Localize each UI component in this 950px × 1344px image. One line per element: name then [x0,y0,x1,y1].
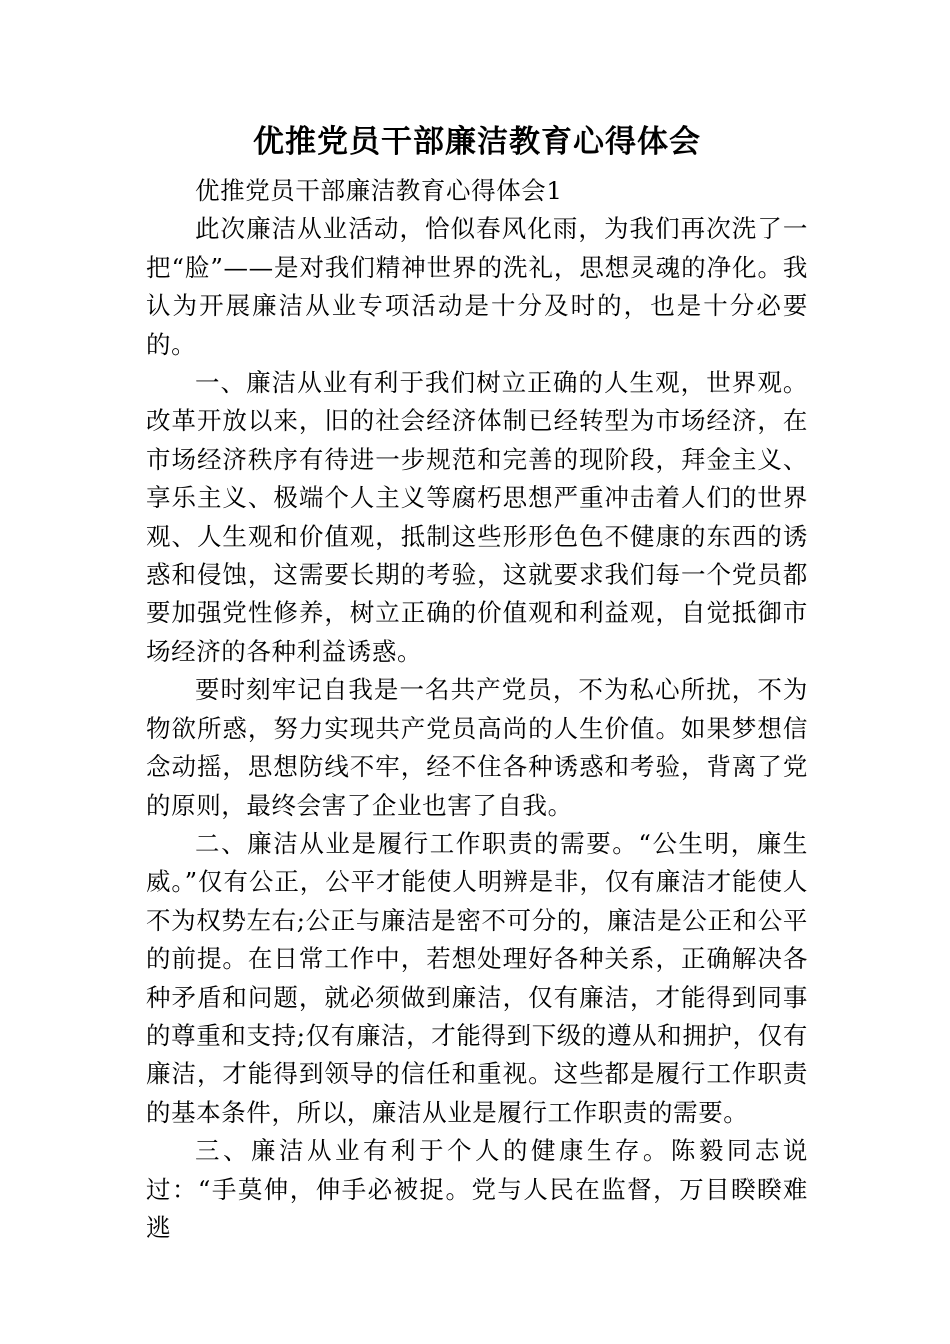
paragraph-point-three: 三、廉洁从业有利于个人的健康生存。陈毅同志说过：“手莫伸，伸手必被捉。党与人民在监督，万目睽睽难逃 [146,1136,808,1242]
paragraph-point-two: 二、廉洁从业是履行工作职责的需要。“公生明，廉生威。”仅有公正，公平才能使人明辨是非，仅有廉洁才能使人不为权势左右;公正与廉洁是密不可分的，廉洁是公正和公平的前提。在日常工作中，若想处理好各种关系，正确解决各种矛盾和问题，就必须做到廉洁，仅有廉洁，才能得到同事的尊重和支持;仅有廉洁，才能得到下级的遵从和拥护，仅有廉洁，才能得到领导的信任和重视。这些都是履行工作职责的基本条件，所以，廉洁从业是履行工作职责的需要。 [146,828,808,1127]
paragraph-point-one: 一、廉洁从业有利于我们树立正确的人生观，世界观。改革开放以来，旧的社会经济体制已经转型为市场经济，在市场经济秩序有待进一步规范和完善的现阶段，拜金主义、享乐主义、极端个人主义等腐朽思想严重冲击着人们的世界观、人生观和价值观，抵制这些形形色色不健康的东西的诱惑和侵蚀，这需要长期的考验，这就要求我们每一个党员都要加强党性修养，树立正确的价值观和利益观，自觉抵御市场经济的各种利益诱惑。 [146,368,808,666]
document-page [146,118,808,1247]
paragraph-intro: 此次廉洁从业活动，恰似春风化雨，为我们再次洗了一把“脸”——是对我们精神世界的洗礼，思想灵魂的净化。我认为开展廉洁从业专项活动是十分及时的，也是十分必要的。 [146,214,808,359]
paragraph-remember: 要时刻牢记自我是一名共产党员，不为私心所扰，不为物欲所惑，努力实现共产党员高尚的人生价值。如果梦想信念动摇，思想防线不牢，经不住各种诱惑和考验，背离了党的原则，最终会害了企业也害了自我。 [146,675,808,820]
subtitle-paragraph: 优推党员干部廉洁教育心得体会1 [195,176,563,205]
document-title: 优推党员干部廉洁教育心得体会 [253,124,701,160]
